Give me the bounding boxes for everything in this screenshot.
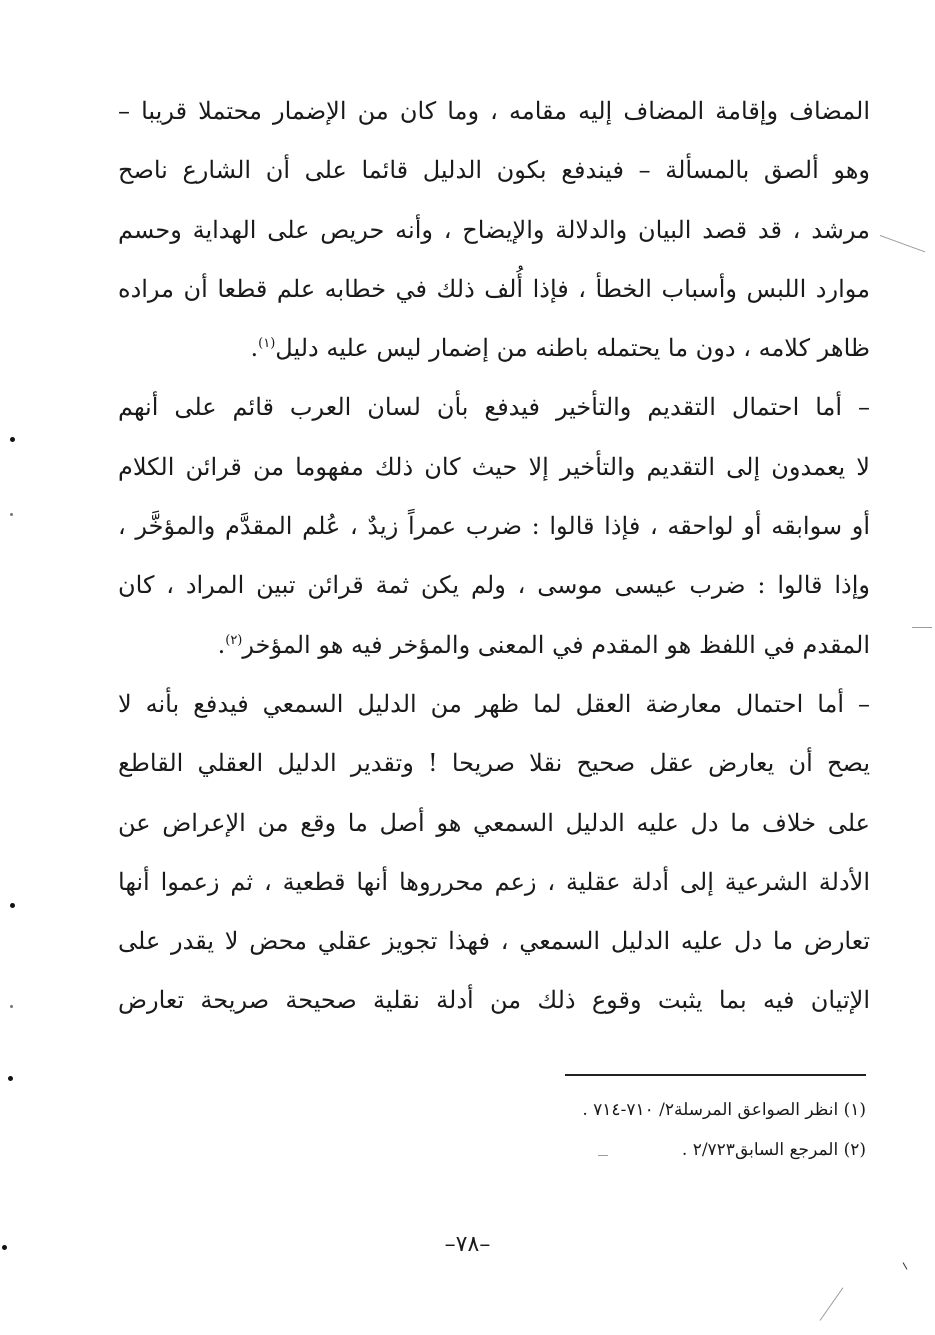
scan-line [880, 235, 925, 252]
text-line: مرشد ، قد قصد البيان والدلالة والإيضاح ، وأنه حريص على الهداية وحسم [118, 215, 870, 244]
scan-speck [10, 903, 15, 908]
text-line: – أما احتمال التقديم والتأخير فيدفع بأن لسان العرب قائم على أنهم [118, 393, 870, 422]
text-line: موارد اللبس وأسباب الخطأ ، فإذا أُلف ذلك في خطابه علم قطعا أن مراده [118, 274, 870, 303]
text-line: وهو ألصق بالمسألة – فيندفع بكون الدليل قائما على أن الشارع ناصح [118, 156, 870, 185]
text-line: على خلاف ما دل عليه الدليل السمعي هو أصل ما وقع من الإعراض عن [118, 808, 870, 837]
scan-speck [8, 1076, 13, 1081]
scan-speck [10, 437, 15, 442]
text-line: يصح أن يعارض عقل صحيح نقلا صريحا ! وتقدير الدليل العقلي القاطع [118, 749, 870, 778]
footnote-1: (١) انظر الصواعق المرسلة٢/ ٧١٠-٧١٤ . [582, 1100, 866, 1120]
text-line-content: ظاهر كلامه ، دون ما يحتمله باطنه من إضمار ليس عليه دليل [275, 334, 870, 363]
text-line-content: المقدم في اللفظ هو المقدم في المعنى والمؤخر فيه هو المؤخر [242, 630, 870, 659]
paragraph-3 [118, 675, 870, 1031]
scan-line [598, 1155, 608, 1156]
text-line: ظاهر كلامه ، دون ما يحتمله باطنه من إضمار ليس عليه دليل$^{(١)}$. [250, 334, 870, 363]
text-line: تعارض ما دل عليه الدليل السمعي ، فهذا تجويز عقلي محض لا يقدر على [118, 927, 870, 956]
scan-speck [10, 1005, 13, 1008]
text-line: لا يعمدون إلى التقديم والتأخير إلا حيث كان ذلك مفهوما من قرائن الكلام [118, 452, 870, 481]
text-line: الإتيان فيه بما يثبت وقوع ذلك من أدلة نقلية صحيحة صريحة تعارض [118, 986, 870, 1015]
text-line: أو سوابقه أو لواحقه ، فإذا قالوا : ضرب عمراً زيدٌ ، عُلم المقدَّم والمؤخَّر ، [118, 512, 870, 541]
footnote-ref-1: (١) [258, 336, 276, 352]
footnote-divider [565, 1074, 866, 1076]
footnote-ref-2: (٢) [225, 632, 243, 648]
scan-line [912, 627, 932, 628]
footnote-2: (٢) المرجع السابق٢/٧٢٣ . [681, 1140, 866, 1160]
text-line: المقدم في اللفظ هو المقدم في المعنى والمؤخر فيه هو المؤخر$^{(٢)}$. [217, 630, 870, 659]
paragraph-1 [118, 82, 870, 378]
main-text [118, 82, 870, 1031]
scan-line [903, 1262, 908, 1269]
text-line: المضاف وإقامة المضاف إليه مقامه ، وما كان من الإضمار محتملا قريبا – [118, 97, 870, 125]
scan-line [820, 1287, 844, 1320]
page-number: –٧٨– [444, 1232, 491, 1257]
paragraph-2 [118, 378, 870, 674]
scan-speck [10, 513, 13, 516]
text-line: – أما احتمال معارضة العقل لما ظهر من الدليل السمعي فيدفع بأنه لا [118, 689, 870, 718]
scan-speck [2, 1245, 7, 1250]
text-line: وإذا قالوا : ضرب عيسى موسى ، ولم يكن ثمة قرائن تبين المراد ، كان [118, 571, 870, 600]
text-line: الأدلة الشرعية إلى أدلة عقلية ، زعم محرروها أنها قطعية ، ثم زعموا أنها [118, 867, 870, 896]
footnotes [400, 1090, 866, 1170]
